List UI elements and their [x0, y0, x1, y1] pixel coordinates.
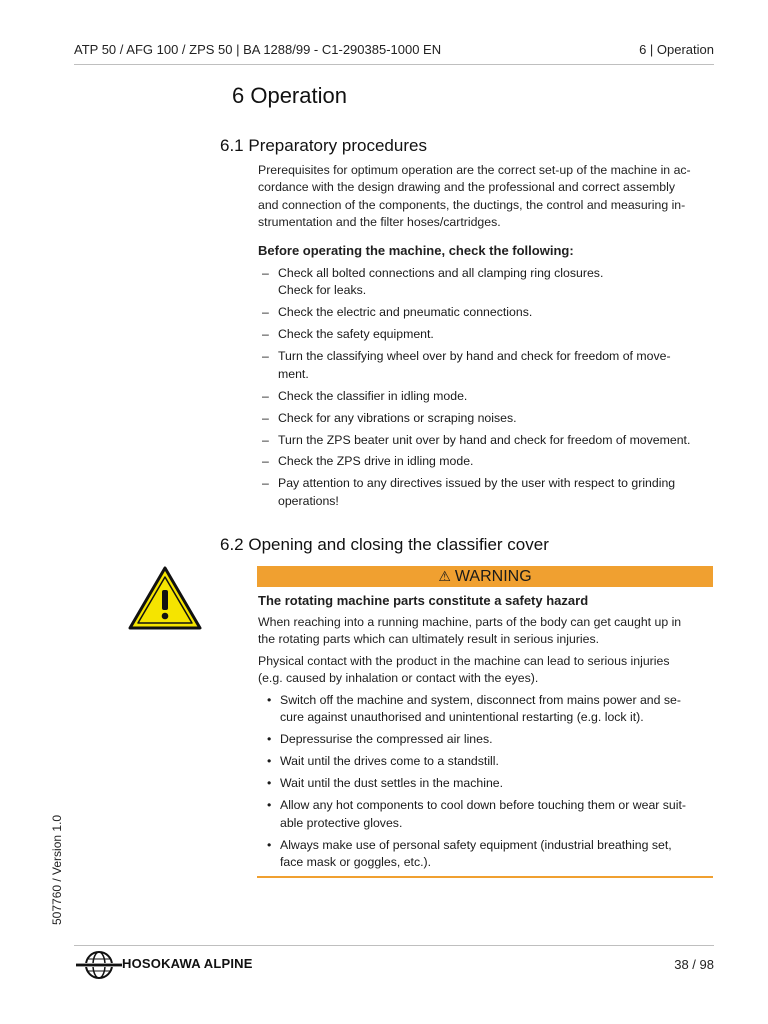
text-line: – Check the electric and pneumatic connections.	[278, 305, 533, 320]
page-header	[74, 40, 714, 62]
intro-paragraph	[258, 162, 713, 231]
chapter-title: 6 Operation	[232, 83, 347, 108]
list-item	[265, 775, 715, 792]
hazard-heading: The rotating machine parts constitute a safety hazard	[258, 593, 589, 608]
warning-end-rule	[257, 876, 713, 878]
text-line: – Turn the ZPS beater unit over by hand and check for freedom of movement.	[278, 432, 691, 447]
list-item	[260, 388, 715, 405]
warning-label: WARNING	[454, 568, 532, 585]
warning-banner	[257, 566, 713, 587]
list-item	[260, 453, 715, 470]
text-line: strumentation and the filter hoses/cartridges.	[258, 214, 501, 229]
hazard-paragraph-2	[258, 653, 713, 688]
text-line: – Check the safety equipment.	[278, 327, 434, 342]
safety-measures-list	[265, 692, 715, 876]
list-item	[260, 265, 715, 300]
document-reference: ATP 50 / AFG 100 / ZPS 50 | BA 1288/99 - C1-290385-1000 EN	[74, 42, 442, 57]
text-line: the rotating parts which can ultimately result in serious injuries.	[258, 632, 600, 647]
hazard-paragraph-1	[258, 614, 713, 649]
text-line: • Depressurise the compressed air lines.	[280, 732, 493, 747]
section-title-classifier-cover: 6.2 Opening and closing the classifier cover	[220, 535, 549, 554]
text-line: able protective gloves.	[280, 815, 403, 830]
text-line: Check for leaks.	[278, 283, 367, 298]
text-line: and connection of the components, the ductings, the control and measuring in-	[258, 197, 686, 212]
text-line: Prerequisites for optimum operation are the correct set-up of the machine in ac-	[258, 163, 691, 177]
warning-triangle-icon: ⚠	[438, 568, 451, 584]
list-item	[260, 475, 715, 510]
text-line: • Switch off the machine and system, disconnect from mains power and se-	[280, 693, 681, 707]
footer-divider	[74, 945, 714, 946]
list-item	[265, 731, 715, 748]
list-item	[260, 326, 715, 343]
section-reference: 6 | Operation	[639, 42, 714, 57]
text-line: – Check the classifier in idling mode.	[278, 388, 468, 403]
page-number: 38 / 98	[674, 957, 714, 972]
text-line: operations!	[278, 493, 339, 508]
warning-sign-icon	[127, 565, 203, 631]
text-line: – Turn the classifying wheel over by hand and check for freedom of move-	[278, 349, 671, 364]
text-line: cure against unauthorised and unintentional restarting (e.g. lock it).	[280, 710, 644, 725]
text-line: – Check for any vibrations or scraping noises.	[278, 410, 517, 425]
list-item	[265, 692, 715, 727]
check-list	[260, 265, 715, 515]
list-item	[260, 410, 715, 427]
version-label: 507760 / Version 1.0	[50, 814, 64, 925]
text-line: – Pay attention to any directives issued by the user with respect to grinding	[278, 476, 676, 491]
company-name: HOSOKAWA ALPINE	[122, 956, 253, 971]
text-line: face mask or goggles, etc.).	[280, 854, 432, 869]
text-line: – Check all bolted connections and all clamping ring closures.	[278, 266, 604, 280]
text-line: • Wait until the dust settles in the machine.	[280, 776, 504, 791]
text-line: ment.	[278, 366, 309, 381]
text-line: • Wait until the drives come to a standstill.	[280, 754, 499, 769]
list-item	[260, 432, 715, 449]
text-line: • Always make use of personal safety equipment (industrial breathing set,	[280, 837, 672, 852]
list-item	[265, 797, 715, 832]
text-line: – Check the ZPS drive in idling mode.	[278, 454, 474, 469]
list-item	[265, 753, 715, 770]
text-line: • Allow any hot components to cool down before touching them or wear suit-	[280, 798, 687, 813]
section-title-preparatory: 6.1 Preparatory procedures	[220, 136, 427, 155]
list-item	[265, 837, 715, 872]
list-item	[260, 348, 715, 383]
text-line: Physical contact with the product in the machine can lead to serious injuries	[258, 654, 670, 668]
text-line: cordance with the design drawing and the professional and correct assembly	[258, 180, 675, 195]
text-line: (e.g. caused by inhalation or contact with the eyes).	[258, 671, 539, 686]
header-divider	[74, 64, 714, 65]
text-line: When reaching into a running machine, parts of the body can get caught up in	[258, 615, 682, 629]
check-heading: Before operating the machine, check the following:	[258, 243, 574, 258]
list-item	[260, 304, 715, 321]
